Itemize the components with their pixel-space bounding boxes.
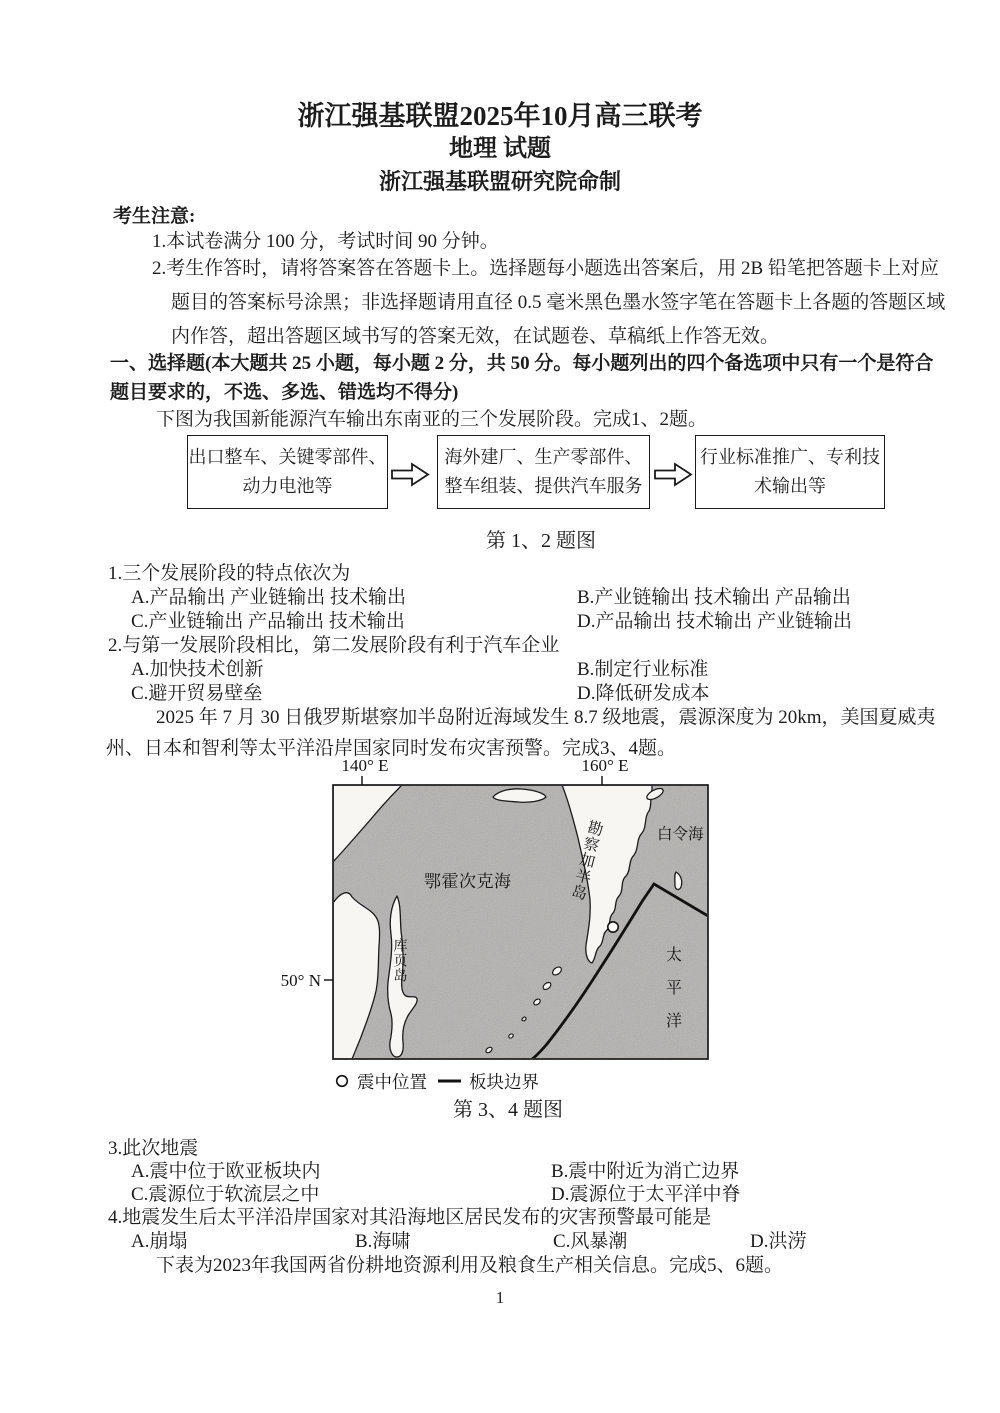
page-number: 1 xyxy=(495,1288,505,1307)
pacific-ocean-label: 太平洋 xyxy=(663,946,681,1045)
flowchart-box-2 xyxy=(437,435,650,509)
flowchart-box-3 xyxy=(695,435,885,509)
question-2-stem: 2.与第一发展阶段相比，第二发展阶段有利于汽车企业 xyxy=(108,635,560,656)
notice-item-2-line-2: 题目的答案标号涂黑；非选择题请用直径 0.5 毫米黑色墨水签字笔在答题卡上各题的答题区域 xyxy=(171,292,946,313)
question-1-option-c: C.产业链输出 产品输出 技术输出 xyxy=(131,611,405,632)
flowchart-box-1 xyxy=(187,435,388,509)
flow-arrow-1-icon xyxy=(390,461,430,493)
question-1-stem: 1.三个发展阶段的特点依次为 xyxy=(108,563,351,584)
flowchart-box-1-line-2: 动力电池等 xyxy=(242,476,333,496)
question-2-option-d: D.降低研发成本 xyxy=(577,683,710,704)
flowchart-box-3-line-1: 行业标准推广、专利技 xyxy=(700,447,880,467)
notice-item-1: 1.本试卷满分 100 分，考试时间 90 分钟。 xyxy=(152,231,499,252)
lat-label-50n: 50° N xyxy=(280,971,321,990)
question-1-option-b: B.产业链输出 技术输出 产品输出 xyxy=(577,587,851,608)
lon-label-140e: 140° E xyxy=(341,756,389,775)
flowchart-box-2-line-2: 整车组装、提供汽车服务 xyxy=(444,476,643,496)
q1-2-intro: 下图为我国新能源汽车输出东南亚的三个发展阶段。完成1、2题。 xyxy=(156,409,708,430)
q3-4-intro-line-2: 州、日本和智利等太平洋沿岸国家同时发布灾害预警。完成3、4题。 xyxy=(106,738,677,759)
exam-title: 浙江强基联盟2025年10月高三联考 xyxy=(297,101,703,131)
lon-label-160e: 160° E xyxy=(581,756,629,775)
q5-6-intro: 下表为2023年我国两省份耕地资源利用及粮食生产相关信息。完成5、6题。 xyxy=(156,1255,784,1276)
section-1-header-line-1: 一、选择题(本大题共 25 小题，每小题 2 分，共 50 分。每小题列出的四个备选项中只有一个是符合 xyxy=(110,353,934,374)
sakhalin-label: 库页岛 xyxy=(391,938,407,983)
question-3-option-a: A.震中位于欧亚板块内 xyxy=(131,1161,321,1182)
exam-subtitle: 地理 试题 xyxy=(449,136,551,162)
map-sea-texture xyxy=(333,785,708,1059)
epicenter-legend-icon xyxy=(337,1076,348,1087)
question-3-option-c: C.震源位于软流层之中 xyxy=(131,1184,320,1205)
question-1-option-d: D.产品输出 技术输出 产业链输出 xyxy=(577,611,852,632)
question-1-option-a: A.产品输出 产业链输出 技术输出 xyxy=(131,587,406,608)
notice-heading: 考生注意: xyxy=(113,206,196,227)
sea-of-okhotsk-label: 鄂霍次克海 xyxy=(424,872,512,891)
question-3-option-d: D.震源位于太平洋中脊 xyxy=(551,1184,741,1205)
kamchatka-label: 勘察加半岛 xyxy=(567,817,605,903)
flowchart-box-3-line-2: 术输出等 xyxy=(754,476,826,496)
q3-4-intro-line-1: 2025 年 7 月 30 日俄罗斯堪察加半岛附近海域发生 8.7 级地震，震源深度为 20km，美国夏威夷 xyxy=(156,707,936,728)
notice-item-2-line-1: 2.考生作答时，请将答案答在答题卡上。选择题每小题选出答案后，用 2B 铅笔把答题卡上对应 xyxy=(152,258,939,279)
flow-arrow-2-icon xyxy=(653,461,693,493)
figure-2-caption: 第 3、4 题图 xyxy=(453,1099,563,1121)
flowchart-box-2-line-1: 海外建厂、生产零部件、 xyxy=(444,447,643,467)
question-3-stem: 3.此次地震 xyxy=(108,1138,199,1159)
section-1-header-line-2: 题目要求的，不选、多选、错选均不得分) xyxy=(110,382,459,403)
legend-epicenter-label: 震中位置 xyxy=(357,1072,427,1092)
exam-issuer: 浙江强基联盟研究院命制 xyxy=(378,169,621,194)
bering-sea-label: 白令海 xyxy=(657,826,704,843)
question-4-stem: 4.地震发生后太平洋沿岸国家对其沿海地区居民发布的灾害预警最可能是 xyxy=(108,1207,712,1228)
question-4-option-b: B.海啸 xyxy=(355,1231,411,1252)
question-2-option-c: C.避开贸易壁垒 xyxy=(131,683,263,704)
flowchart-box-1-line-1: 出口整车、关键零部件、 xyxy=(188,447,387,467)
notice-item-2-line-3: 内作答，超出答题区域书写的答案无效，在试题卷、草稿纸上作答无效。 xyxy=(171,326,780,347)
legend-boundary-label: 板块边界 xyxy=(469,1072,539,1092)
epicenter-marker xyxy=(608,922,618,932)
question-2-option-a: A.加快技术创新 xyxy=(131,659,264,680)
question-2-option-b: B.制定行业标准 xyxy=(577,659,709,680)
question-4-option-a: A.崩塌 xyxy=(131,1231,188,1252)
question-3-option-b: B.震中附近为消亡边界 xyxy=(551,1161,740,1182)
map-figure xyxy=(278,748,720,1105)
question-4-option-d: D.洪涝 xyxy=(750,1231,807,1252)
question-4-option-c: C.风暴潮 xyxy=(553,1231,628,1252)
figure-1-caption: 第 1、2 题图 xyxy=(486,530,596,552)
